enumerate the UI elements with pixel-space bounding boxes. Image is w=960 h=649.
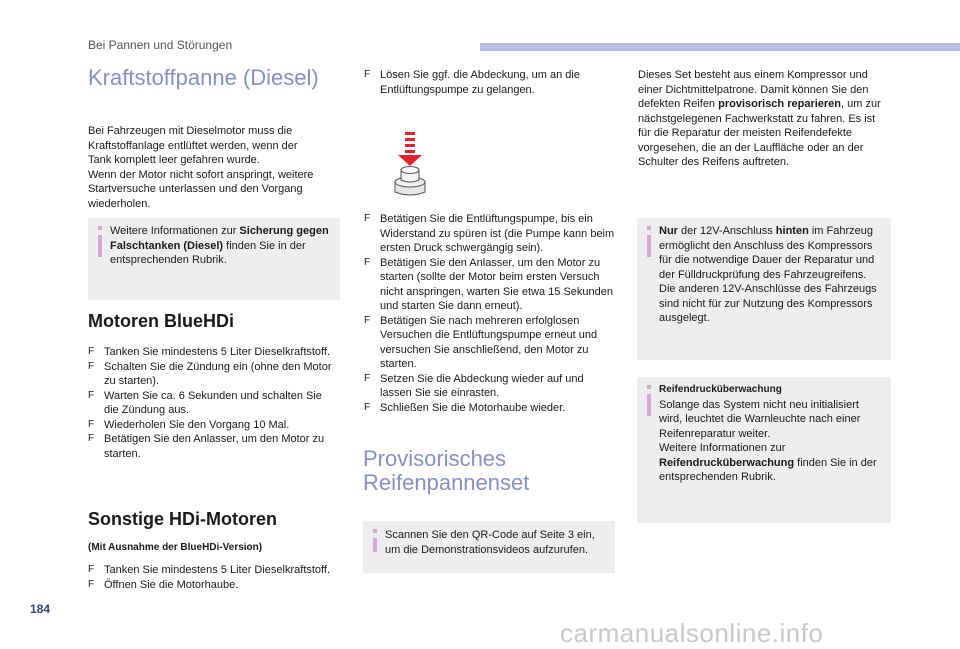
priming-pump-illustration xyxy=(385,128,435,200)
step-item: F Betätigen Sie den Anlasser, um den Motor zu starten (sollte der Motor beim ersten Versuch nicht anspringen, warten Sie etwa 15 Sekunden und starten Sie dann erneut). xyxy=(364,256,616,314)
intro-line: Wenn der Motor nicht sofort anspringt, weitere xyxy=(88,168,314,181)
info-text: Weitere Informationen zur Sicherung gegen Falschtanken (Diesel) finden Sie in der entsprechenden Rubrik. xyxy=(110,225,329,266)
step-item: F Betätigen Sie nach mehreren erfolglosen Versuchen die Entlüftungspumpe erneut und versuchen Sie anschließend, den Motor zu starten. xyxy=(364,314,616,372)
info-icon xyxy=(98,235,102,257)
press-down-arrow-icon xyxy=(398,132,422,166)
info-text: Reifendrucküberwachung Solange das System nicht neu initialisiert wird, leuchtet die Warnleuchte nach einer Reifenreparatur weiter. Weitere Informationen zur Reifendrucküberwachung finden Sie in der entsprechenden Rubrik. xyxy=(659,384,877,483)
section-title-kit xyxy=(363,447,529,495)
info-text: Scannen Sie den QR-Code auf Seite 3 ein, um die Demonstrationsvideos aufzurufen. xyxy=(385,529,595,556)
kit-title-line: Reifenpannenset xyxy=(363,470,530,495)
step-item: F Wiederholen Sie den Vorgang 10 Mal. xyxy=(88,418,338,433)
step-item: F Betätigen Sie die Entlüftungspumpe, bis ein Widerstand zu spüren ist (die Pumpe kann beim ersten Druck schwergängig sein). xyxy=(364,212,616,256)
kit-title-line: Provisorisches xyxy=(363,446,507,471)
step-item: F Schalten Sie die Zündung ein (ohne den Motor zu starten). xyxy=(88,360,338,389)
header-bar xyxy=(480,43,960,51)
info-icon xyxy=(647,394,651,416)
intro-line: Startversuche unterlassen und den Vorgang xyxy=(88,183,303,195)
info-box-12v xyxy=(637,218,891,360)
step-item: F Lösen Sie ggf. die Abdeckung, um an die Entlüftungspumpe zu gelangen. xyxy=(364,68,614,97)
step-item: F Öffnen Sie die Motorhaube. xyxy=(88,578,338,593)
step-item: F Betätigen Sie den Anlasser, um den Motor zu starten. xyxy=(88,432,338,461)
step-item: F Tanken Sie mindestens 5 Liter Dieselkraftstoff. xyxy=(88,563,338,578)
kit-intro-paragraph: Dieses Set besteht aus einem Kompressor und einer Dichtmittelpatrone. Damit können Sie den defekten Reifen provisorisch reparieren, um zur nächstgelegenen Fachwerkstatt zu fahren. Es ist für die Reparatur der meisten Reifendefekte vorgesehen, die an der Lauffläche oder an der Schulter des Reifens auftreten. xyxy=(638,69,881,168)
hdi-subtitle: (Mit Ausnahme der BlueHDi-Version) xyxy=(88,542,263,553)
intro-line: wiederholen. xyxy=(88,197,151,210)
cover-steps xyxy=(364,68,614,97)
page-title: Kraftstoffpanne (Diesel) xyxy=(88,65,319,90)
bluehdi-steps xyxy=(88,345,338,461)
section-title-hdi: Sonstige HDi-Motoren xyxy=(88,509,277,529)
info-text: Nur der 12V-Anschluss hinten im Fahrzeug ermöglicht den Anschluss des Kompressors für die notwendige Dauer der Reparatur und der Fülldruckprüfung des Fahrzeugreifens. Die anderen 12V-Anschlüsse des Fahrzeugs sind nicht für zur Nutzung des Kompressors ausgelegt. xyxy=(659,225,877,324)
info-icon xyxy=(647,235,651,257)
page-number: 184 xyxy=(30,602,51,616)
pump-icon xyxy=(395,167,425,196)
watermark: carmanualsonline.info xyxy=(560,618,824,648)
intro-line: Kraftstoffanlage entlüftet werden, wenn der xyxy=(88,139,298,152)
step-item: F Schließen Sie die Motorhaube wieder. xyxy=(364,401,616,416)
info-box-qr xyxy=(363,521,615,573)
step-item: F Tanken Sie mindestens 5 Liter Dieselkraftstoff. xyxy=(88,345,338,360)
hdi-steps xyxy=(88,563,338,592)
info-box-tpms xyxy=(637,377,891,523)
intro-paragraph xyxy=(88,124,338,211)
step-item: F Warten Sie ca. 6 Sekunden und schalten Sie die Zündung aus. xyxy=(88,389,338,418)
section-header: Bei Pannen und Störungen xyxy=(88,38,233,52)
info-icon xyxy=(373,538,377,552)
section-title-bluehdi: Motoren BlueHDi xyxy=(88,311,234,331)
info-box-misfuel xyxy=(88,218,340,300)
step-item: F Setzen Sie die Abdeckung wieder auf und lassen Sie sie einrasten. xyxy=(364,372,616,401)
intro-line: Bei Fahrzeugen mit Dieselmotor muss die xyxy=(88,125,293,137)
intro-line: Tank komplett leer gefahren wurde. xyxy=(88,154,260,166)
pump-steps xyxy=(364,212,616,415)
